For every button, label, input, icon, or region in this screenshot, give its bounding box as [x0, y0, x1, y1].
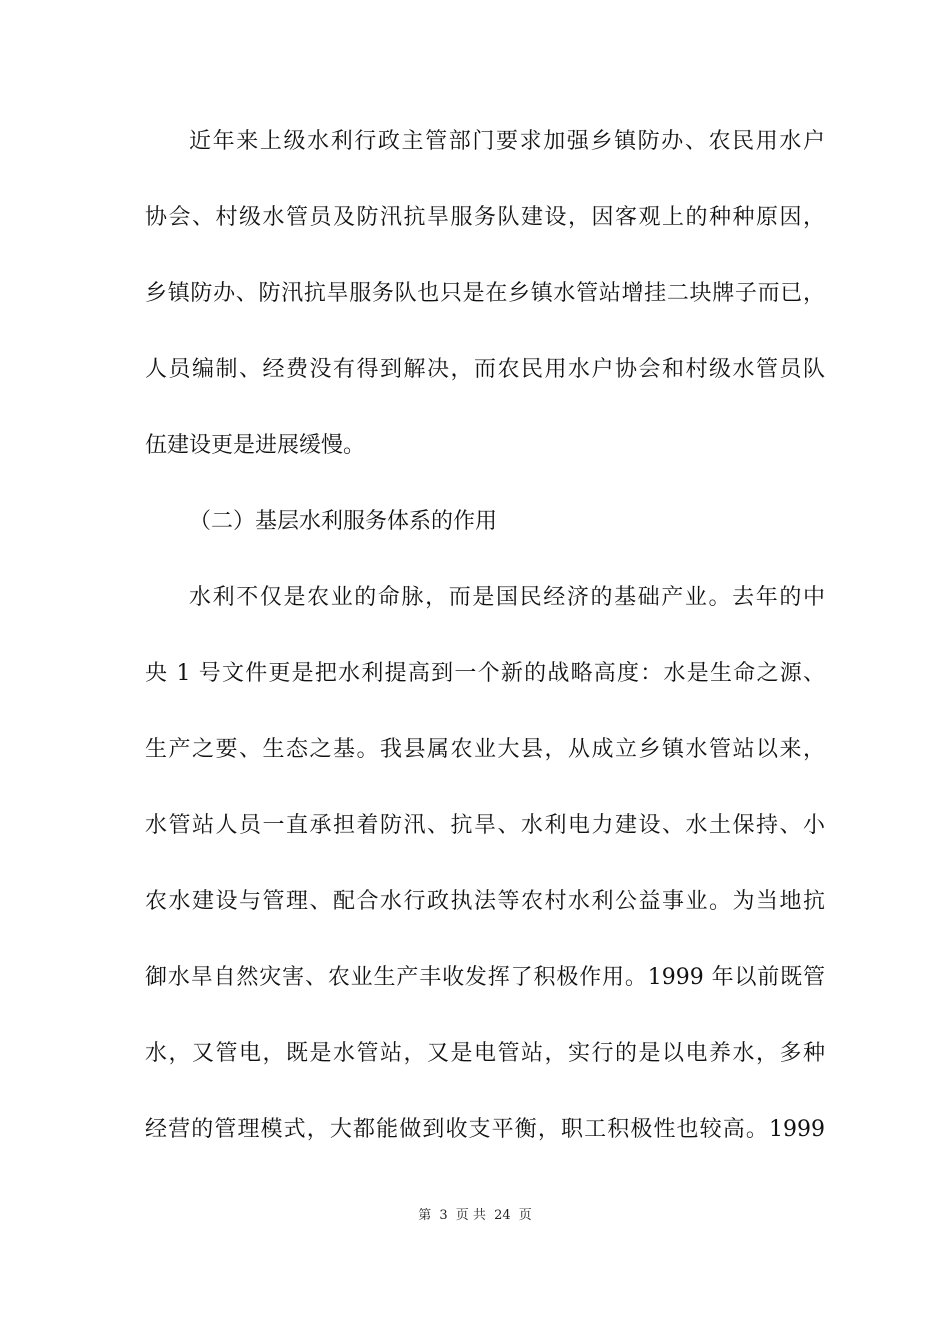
- text-line-10: 水管站人员一直承担着防汛、抗旱、水利电力建设、水土保持、小: [145, 813, 825, 838]
- text-line-12: 御水旱自然灾害、农业生产丰收发挥了积极作用。1999 年以前既管: [145, 965, 825, 990]
- footer-middle: 页 共: [455, 1208, 486, 1223]
- total-pages-number: 24: [494, 1208, 511, 1223]
- text-line-8: 央 1 号文件更是把水利提高到一个新的战略高度：水是生命之源、: [145, 661, 825, 686]
- text-line-14: 经营的管理模式，大都能做到收支平衡，职工积极性也较高。1999: [145, 1117, 825, 1142]
- text-line-13: 水，又管电，既是水管站，又是电管站，实行的是以电养水，多种: [145, 1041, 825, 1066]
- text-line-2: 协会、村级水管员及防汛抗旱服务队建设，因客观上的种种原因，: [145, 205, 825, 230]
- page-footer: [0, 1206, 950, 1226]
- footer-suffix: 页: [518, 1208, 532, 1223]
- text-line-3: 乡镇防办、防汛抗旱服务队也只是在乡镇水管站增挂二块牌子而已，: [145, 281, 825, 306]
- footer-prefix: 第: [418, 1208, 432, 1223]
- text-line-7: 水利不仅是农业的命脉，而是国民经济的基础产业。去年的中: [189, 585, 825, 610]
- text-line-9: 生产之要、生态之基。我县属农业大县，从成立乡镇水管站以来，: [145, 737, 825, 762]
- section-heading: （二）基层水利服务体系的作用: [189, 509, 498, 534]
- text-line-1: 近年来上级水利行政主管部门要求加强乡镇防办、农民用水户: [189, 129, 825, 154]
- text-line-5: 伍建设更是进展缓慢。: [145, 433, 366, 458]
- text-line-4: 人员编制、经费没有得到解决，而农民用水户协会和村级水管员队: [145, 357, 825, 382]
- current-page-number: 3: [439, 1208, 448, 1223]
- text-line-11: 农水建设与管理、配合水行政执法等农村水利公益事业。为当地抗: [145, 889, 825, 914]
